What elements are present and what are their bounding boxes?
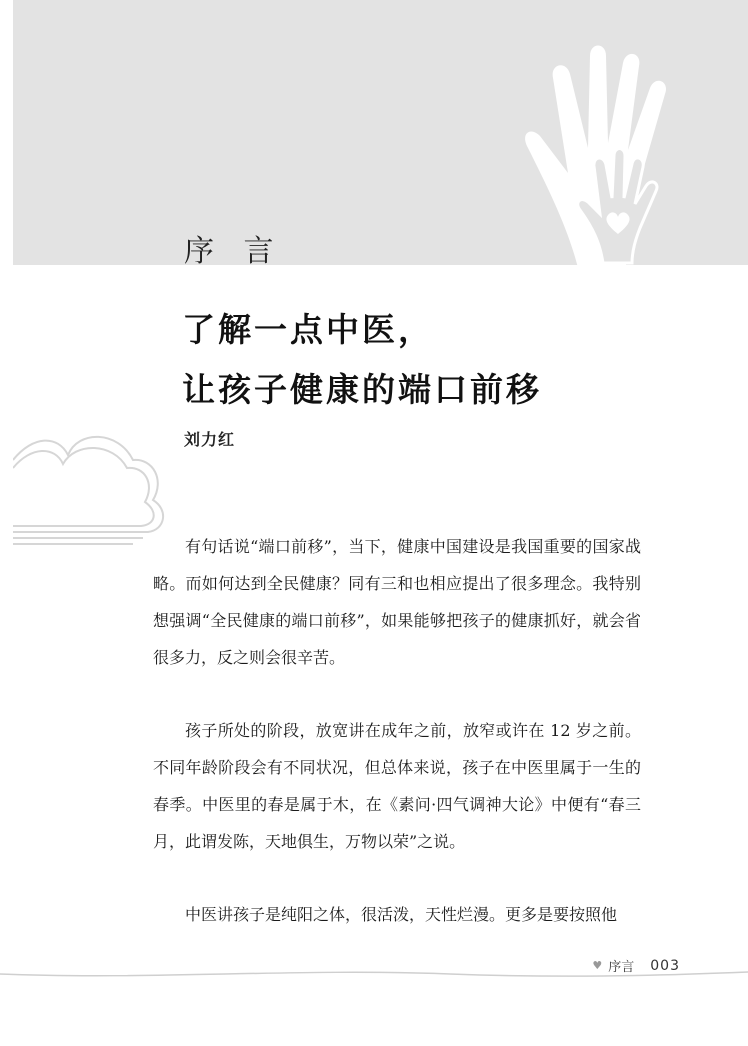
header-band (13, 0, 748, 265)
chapter-title (182, 300, 542, 420)
page-number: 003 (650, 957, 680, 974)
hands-heart-illustration (508, 38, 708, 265)
footer-wave-line (0, 966, 748, 986)
paragraph: 中医讲孩子是纯阳之体，很活泼，天性烂漫。更多是要按照他 (185, 905, 618, 924)
heart-icon: ♥ (592, 959, 603, 972)
cloud-decoration (13, 430, 173, 555)
paragraph: 有句话说“端口前移”，当下，健康中国建设是我国重要的国家战略。而如何达到全民健康？同有三和也相应提出了很多理念。我特别想强调“全民健康的端口前移”，如果能够把孩子的健康抓好，就会省很多力，反之则会很辛苦。 (153, 537, 641, 667)
footer-section-label: 序言 (608, 960, 635, 975)
author-name: 刘力红 (184, 430, 236, 449)
chapter-title-line-1: 了解一点中医， (182, 310, 434, 349)
body-text (153, 528, 641, 969)
section-label: 序 言 (184, 234, 284, 269)
paragraph: 孩子所处的阶段，放宽讲在成年之前，放窄或许在 12 岁之前。不同年龄阶段会有不同状况，但总体来说，孩子在中医里属于一生的春季。中医里的春是属于木，在《素问·四气调神大论》中便有“春三月，此谓发陈，天地俱生，万物以荣”之说。 (153, 721, 641, 851)
chapter-title-line-2: 让孩子健康的端口前移 (182, 370, 542, 409)
